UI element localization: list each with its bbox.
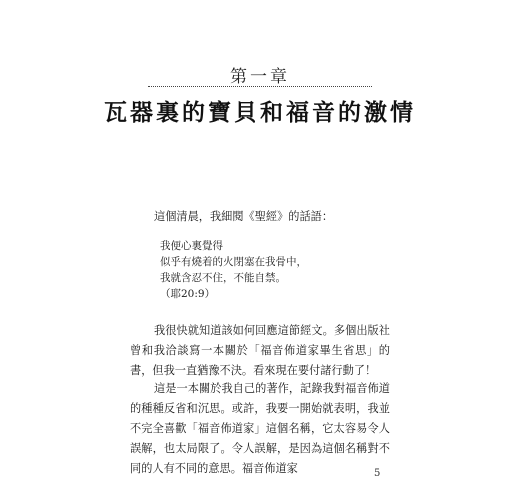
body-paragraph: 這是一本關於我自己的著作，記錄我對福音佈道的種種反省和沉思。或許，我要一開始就表明，我並不完全喜歡「福音佈道家」這個名稱，它太容易令人誤解，也太局限了。令人誤解，是因為這個名稱對不同的人有不同的意思。福音佈道家 — [130, 382, 390, 475]
page-number: 5 — [374, 468, 381, 479]
intro-paragraph: 這個清晨，我細閱《聖經》的話語： — [154, 210, 334, 223]
quote-line: 我就含忍不住，不能自禁。 — [160, 272, 286, 284]
quote-reference: （耶20:9） — [160, 288, 216, 300]
chapter-divider — [148, 86, 372, 87]
quote-line: 我便心裏覺得 — [160, 240, 223, 252]
body-paragraph: 我很快就知道該如何回應這節經文。多個出版社曾和我洽談寫一本關於「福音佈道家畢生省思」的書，但我一直猶豫不決。看來現在要付諸行動了！ — [130, 324, 390, 377]
scripture-quote — [160, 238, 390, 302]
quote-line: 似乎有燒着的火閉塞在我骨中， — [160, 256, 307, 268]
chapter-title: 瓦器裏的寶貝和福音的激情 — [104, 99, 416, 126]
chapter-label: 第一章 — [230, 67, 290, 87]
